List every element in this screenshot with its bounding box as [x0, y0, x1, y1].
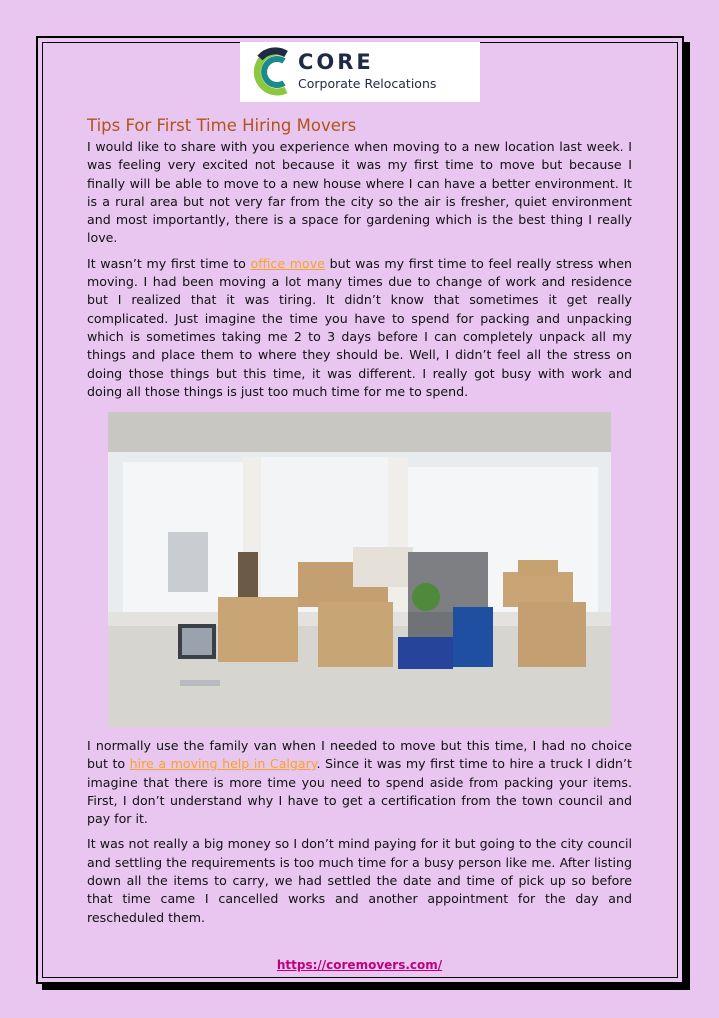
moving-boxes-photo [108, 412, 611, 727]
paragraph-3-text-b: . Since it was my first time to hire a truck I didn’t imagine that there is more time you need to spend aside from packing your items. First, I don’t understand why I have to get a certification from the town council and pay for it. [87, 756, 632, 827]
article-title: Tips For First Time Hiring Movers [87, 116, 357, 135]
footer [0, 958, 719, 972]
article-bottom [87, 737, 632, 934]
core-logo [240, 42, 480, 102]
paragraph-1: I would like to share with you experience when moving to a new location last week. I was feeling very excited not because it was my first time to move but because I finally will be able to move to a new house where I can have a better environment. It is a rural area but not very far from the city so the air is fresher, quiet environment and most importantly, there is a space for gardening which is the best thing I really love. [87, 139, 632, 246]
paragraph-2-text-a: It wasn’t my first time to [87, 255, 251, 271]
footer-url-link[interactable]: https://coremovers.com/ [276, 958, 443, 972]
logo-name: CORE [298, 50, 374, 74]
paragraph-3 [87, 737, 632, 828]
logo-subtitle: Corporate Relocations [298, 76, 437, 91]
paragraph-4: It was not really a big money so I don’t mind paying for it but going to the city council and settling the requirements is too much time for a busy person like me. After listing down all the items to carry, we had settled the date and time of pick up so before that time came I cancelled works and another appointment for the day and rescheduled them. [87, 836, 632, 925]
paragraph-3-text-a: I normally use the family van when I needed to move but this time, I had no choice but to [87, 738, 632, 772]
paragraph-2 [87, 255, 632, 401]
hire-moving-help-link[interactable]: hire a moving help in Calgary [129, 756, 317, 772]
office-move-link[interactable]: office move [250, 255, 325, 271]
paragraph-2-text-b: but was my first time to feel really stress when moving. I had been moving a lot many times due to change of work and residence but I realized that it was tiring. It didn’t know that sometimes it get really complicated. Just imagine the time you have to spend for packing and unpacking which is sometimes taking me 2 to 3 days before I can completely unpack all my things and place them to where they should be. Well, I didn’t feel all the stress on doing those things but this time, it was different. I really got busy with work and doing all those things is just too much time for me to spend. [87, 255, 632, 399]
core-logo-icon [246, 46, 296, 98]
article-top [87, 115, 632, 408]
